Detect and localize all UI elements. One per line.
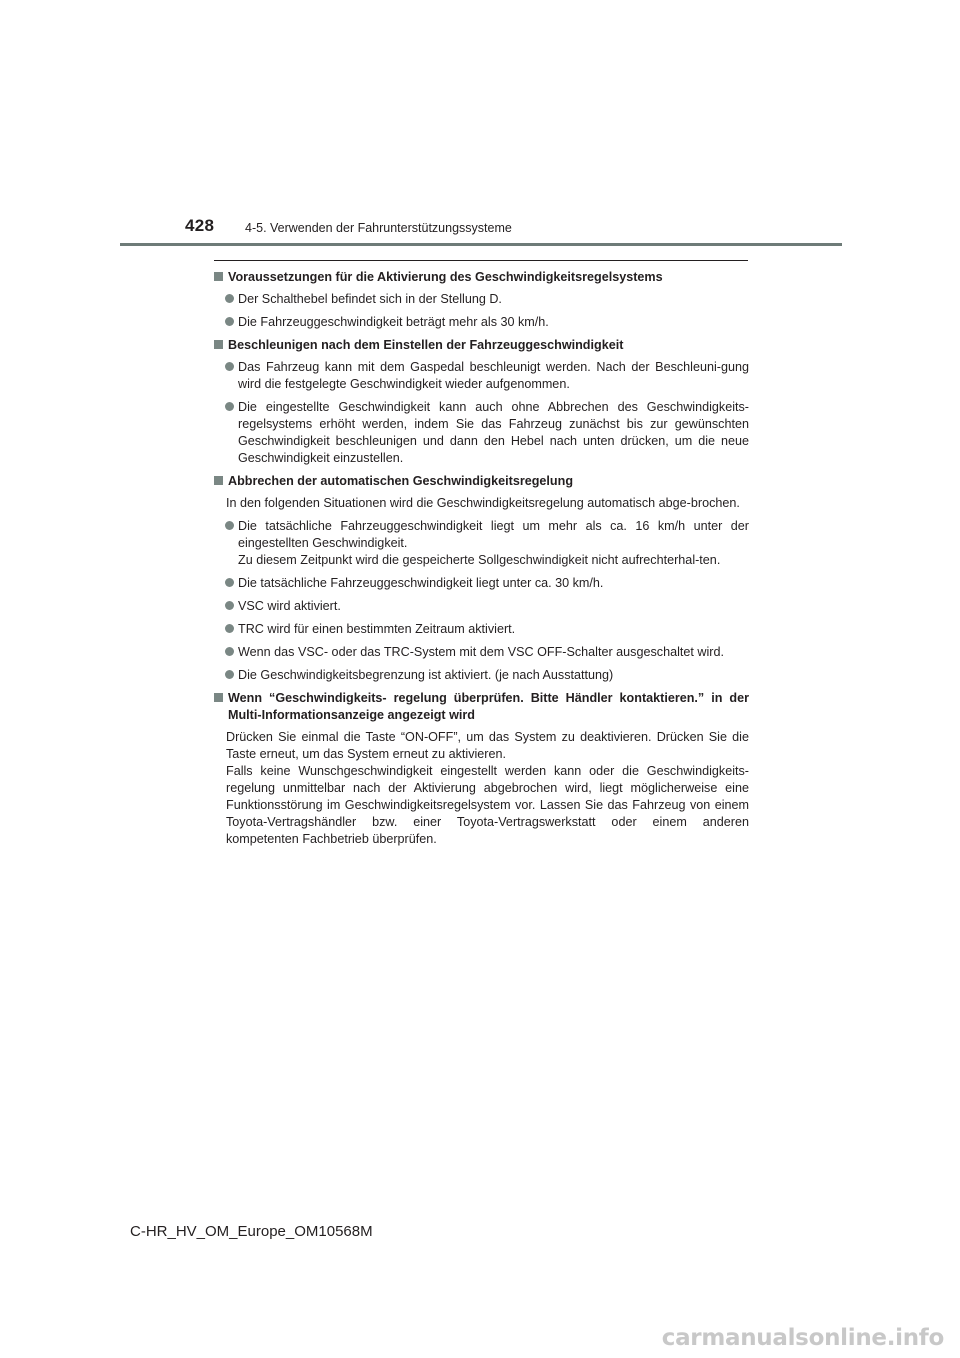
text-line: Das Fahrzeug kann mit dem Gaspedal beschleunigt werden. Nach der Beschleuni-gung wird die festgelegte Geschwindigkeit wieder aufgenommen. (238, 360, 749, 391)
text-line: Die Fahrzeuggeschwindigkeit beträgt mehr als 30 km/h. (238, 315, 549, 329)
bullet-text (238, 575, 749, 592)
bullet-text (238, 314, 749, 331)
content-body (212, 269, 749, 854)
bullet-text (238, 518, 749, 569)
bullet-item (212, 575, 749, 592)
round-bullet-icon (225, 601, 234, 610)
square-bullet-icon (214, 272, 223, 281)
bullet-text (238, 359, 749, 393)
section-title: 4-5. Verwenden der Fahrunterstützungssysteme (245, 221, 512, 235)
text-line: Falls keine Wunschgeschwindigkeit eingestellt werden kann oder die Geschwindigkeits-regelung unmittelbar nach der Aktivierung abgebrochen wird, liegt möglicherweise eine Funktionsstörung im Geschwindigkeitsregelsystem vor. Lassen Sie das Fahrzeug von einem Toyota-Vertragshändler bzw. einer Toyota-Vertragswerkstatt oder einem anderen kompetenten Fachbetrieb überprüfen. (226, 764, 749, 846)
text-line: Die Geschwindigkeitsbegrenzung ist aktiviert. (je nach Ausstattung) (238, 668, 614, 682)
text-line: Wenn das VSC- oder das TRC-System mit dem VSC OFF-Schalter ausgeschaltet wird. (238, 645, 724, 659)
page-number: 428 (185, 216, 215, 235)
watermark: carmanualsonline.info (661, 1325, 944, 1351)
section-heading-text: Abbrechen der automatischen Geschwindigkeitsregelung (228, 474, 574, 488)
document-code: C-HR_HV_OM_Europe_OM10568M (130, 1223, 373, 1240)
square-bullet-icon (214, 693, 223, 702)
text-line: In den folgenden Situationen wird die Geschwindigkeitsregelung automatisch abge-brochen. (226, 496, 740, 510)
paragraph (226, 729, 749, 848)
section-heading (212, 269, 749, 286)
text-line: VSC wird aktiviert. (238, 599, 341, 613)
round-bullet-icon (225, 402, 234, 411)
round-bullet-icon (225, 578, 234, 587)
square-bullet-icon (214, 340, 223, 349)
section-heading (212, 337, 749, 354)
content-rule (214, 260, 748, 261)
round-bullet-icon (225, 670, 234, 679)
section-heading-text: Beschleunigen nach dem Einstellen der Fahrzeuggeschwindigkeit (228, 338, 624, 352)
bullet-item (212, 518, 749, 569)
bullet-item (212, 314, 749, 331)
round-bullet-icon (225, 521, 234, 530)
text-line: TRC wird für einen bestimmten Zeitraum aktiviert. (238, 622, 516, 636)
text-line: Die tatsächliche Fahrzeuggeschwindigkeit liegt um mehr als ca. 16 km/h unter der eingestellten Geschwindigkeit. (238, 519, 749, 550)
bullet-text (238, 621, 749, 638)
bullet-item (212, 667, 749, 684)
round-bullet-icon (225, 624, 234, 633)
text-line: Die eingestellte Geschwindigkeit kann auch ohne Abbrechen des Geschwindigkeits-regelsystems erhöht werden, indem Sie das Fahrzeug zunächst bis zur gewünschten Geschwindigkeit beschleunigen und dann den Hebel nach unten drücken, um die neue Geschwindigkeit einzustellen. (238, 400, 749, 465)
square-bullet-icon (214, 476, 223, 485)
bullet-text (238, 598, 749, 615)
text-line: Drücken Sie einmal die Taste “ON-OFF”, um das System zu deaktivieren. Drücken Sie die Taste erneut, um das System erneut zu aktivieren. (226, 730, 749, 761)
paragraph (226, 495, 749, 512)
round-bullet-icon (225, 294, 234, 303)
bullet-text (238, 667, 749, 684)
bullet-item (212, 598, 749, 615)
bullet-text (238, 644, 749, 661)
bullet-text (238, 399, 749, 467)
round-bullet-icon (225, 317, 234, 326)
section-heading (212, 690, 749, 724)
text-line: Der Schalthebel befindet sich in der Stellung D. (238, 292, 502, 306)
section-heading-text: Wenn “Geschwindigkeits- regelung überprüfen. Bitte Händler kontaktieren.” in der Multi-Informationsanzeige angezeigt wird (228, 691, 749, 722)
text-line: Zu diesem Zeitpunkt wird die gespeicherte Sollgeschwindigkeit nicht aufrechterhal-ten. (238, 553, 721, 567)
round-bullet-icon (225, 362, 234, 371)
text-line: Die tatsächliche Fahrzeuggeschwindigkeit liegt unter ca. 30 km/h. (238, 576, 604, 590)
round-bullet-icon (225, 647, 234, 656)
bullet-text (238, 291, 749, 308)
bullet-item (212, 644, 749, 661)
header-rule (120, 243, 842, 246)
bullet-item (212, 621, 749, 638)
section-heading-text: Voraussetzungen für die Aktivierung des Geschwindigkeitsregelsystems (228, 270, 663, 284)
bullet-item (212, 291, 749, 308)
section-heading (212, 473, 749, 490)
bullet-item (212, 359, 749, 393)
bullet-item (212, 399, 749, 467)
